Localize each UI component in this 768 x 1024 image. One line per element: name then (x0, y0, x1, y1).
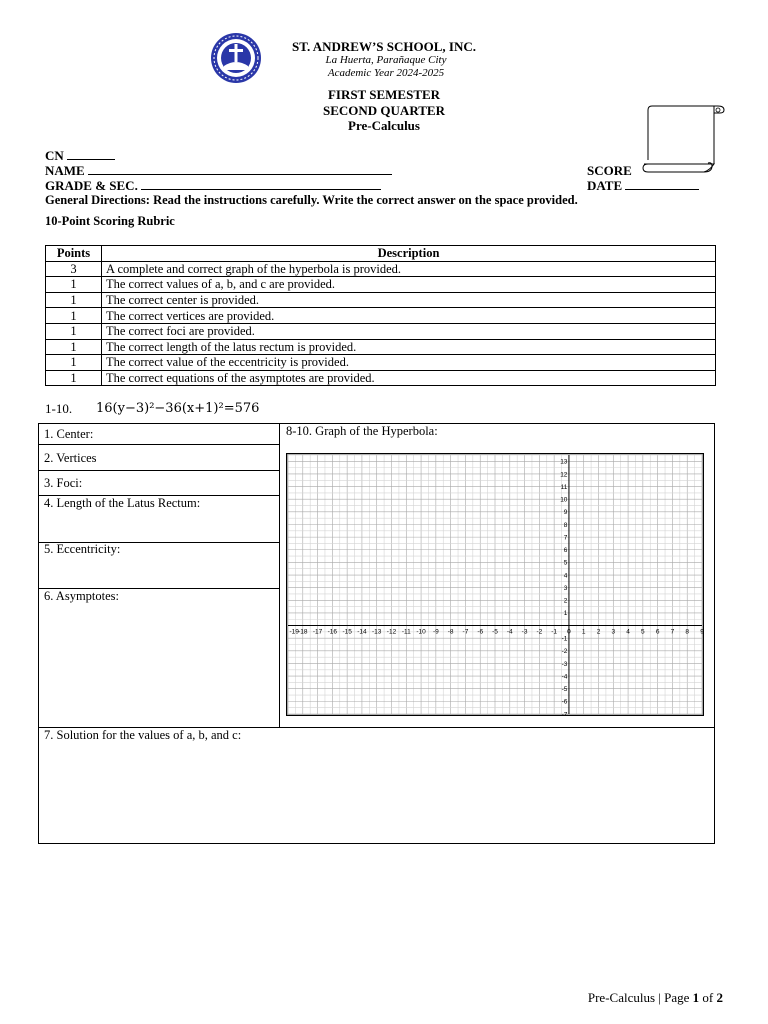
x-tick-label: -7 (462, 628, 469, 636)
cn-label: CN (45, 148, 64, 163)
rubric-row (46, 277, 716, 293)
name-blank[interactable] (88, 163, 392, 175)
academic-year: Academic Year 2024-2025 (327, 67, 445, 79)
latus-rectum-label: 4. Length of the Latus Rectum: (44, 496, 201, 510)
x-tick-label: 1 (581, 628, 586, 636)
name-line (45, 163, 392, 179)
score-line (587, 163, 632, 179)
y-tick-label: -2 (561, 648, 568, 656)
divider (38, 444, 279, 445)
y-tick-label: -3 (561, 660, 568, 668)
rubric-points: 3 (46, 261, 102, 277)
x-tick-label: -9 (432, 628, 439, 636)
y-tick-label: 5 (563, 559, 568, 567)
school-name: ST. ANDREW’S SCHOOL, INC. (292, 39, 476, 54)
rubric-points: 1 (46, 292, 102, 308)
rubric-description: The correct values of a, b, and c are provided. (102, 277, 716, 293)
rubric-points: 1 (46, 370, 102, 386)
rubric-title: 10-Point Scoring Rubric (45, 214, 175, 228)
x-tick-label: 5 (641, 628, 645, 636)
grade-sec-blank[interactable] (141, 178, 381, 190)
rubric-row (46, 292, 716, 308)
graph-label: 8-10. Graph of the Hyperbola: (286, 424, 438, 438)
x-tick-label: -11 (401, 628, 411, 636)
rubric-col-description: Description (102, 246, 716, 262)
rubric-points: 1 (46, 339, 102, 355)
x-tick-label: -19 (289, 628, 299, 636)
x-tick-label: -12 (386, 628, 397, 636)
x-tick-label: -5 (492, 628, 498, 636)
x-tick-label: 4 (626, 628, 630, 636)
x-tick-label: 2 (596, 628, 601, 636)
score-scroll-graphic (642, 100, 726, 178)
name-label: NAME (45, 163, 85, 178)
vertices-label: 2. Vertices (44, 451, 97, 465)
rubric-description: The correct vertices are provided. (102, 308, 716, 324)
rubric-points: 1 (46, 308, 102, 324)
x-tick-label: 9 (700, 628, 704, 636)
column-divider (279, 423, 280, 727)
x-tick-label: 6 (655, 628, 660, 636)
rubric-row (46, 308, 716, 324)
rubric-description: The correct value of the eccentricity is provided. (102, 355, 716, 371)
graph-grid[interactable] (286, 453, 704, 716)
rubric-row (46, 323, 716, 339)
cn-line (45, 148, 115, 164)
grade-sec-line (45, 178, 381, 194)
rubric-table (45, 245, 716, 386)
y-tick-label: 13 (560, 458, 568, 466)
y-tick-label: 10 (560, 496, 568, 504)
problem-number: 1-10. (45, 401, 73, 416)
rubric-points: 1 (46, 355, 102, 371)
x-tick-label: -3 (521, 628, 528, 636)
y-tick-label: 12 (560, 471, 568, 479)
general-directions: General Directions: Read the instructions carefully. Write the correct answer on the space provided. (45, 193, 578, 207)
y-tick-label: -6 (561, 698, 568, 706)
page-footer (588, 990, 723, 1006)
footer-subject: Pre-Calculus | Page (587, 990, 693, 1005)
x-tick-label: -14 (357, 628, 367, 636)
date-label: DATE (587, 178, 623, 193)
footer-of: of (699, 990, 717, 1005)
y-tick-label: -5 (561, 686, 568, 694)
asymptotes-label: 6. Asymptotes: (44, 589, 120, 603)
x-tick-label: 0 (567, 628, 571, 636)
rubric-description: The correct center is provided. (102, 292, 716, 308)
eccentricity-label: 5. Eccentricity: (44, 542, 121, 556)
rubric-row (46, 339, 716, 355)
x-tick-label: -17 (312, 628, 323, 636)
rubric-description: A complete and correct graph of the hyperbola is provided. (102, 261, 716, 277)
x-tick-label: -18 (298, 628, 308, 636)
y-tick-label: 4 (563, 572, 568, 580)
date-blank[interactable] (625, 178, 699, 190)
rubric-row (46, 261, 716, 277)
y-tick-label: 11 (560, 483, 568, 491)
rubric-row (46, 370, 716, 386)
rubric-row (46, 355, 716, 371)
rubric-header-row (46, 246, 716, 262)
foci-label: 3. Foci: (44, 476, 83, 490)
y-tick-label: -4 (561, 673, 568, 681)
y-tick-label: -7 (561, 711, 568, 716)
y-tick-label: 6 (563, 547, 568, 555)
problem-equation: 16(y−3)²−36(x+1)²=576 (96, 401, 260, 416)
x-tick-label: -1 (551, 628, 558, 636)
x-tick-label: -13 (372, 628, 382, 636)
x-tick-label: 8 (685, 628, 690, 636)
cn-blank[interactable] (67, 148, 115, 160)
y-tick-label: 2 (563, 597, 568, 605)
rubric-col-points: Points (46, 246, 102, 262)
y-tick-label: 7 (563, 534, 568, 542)
score-label: SCORE (587, 163, 632, 178)
divider (38, 470, 279, 471)
y-tick-label: -1 (561, 635, 568, 643)
subject-title: Pre-Calculus (348, 118, 420, 133)
rubric-points: 1 (46, 323, 102, 339)
x-tick-label: -2 (536, 628, 543, 636)
rubric-description: The correct equations of the asymptotes are provided. (102, 370, 716, 386)
x-tick-label: -4 (506, 628, 513, 636)
rubric-description: The correct foci are provided. (102, 323, 716, 339)
x-tick-label: 7 (670, 628, 675, 636)
grade-sec-label: GRADE & SEC. (45, 178, 138, 193)
x-tick-label: -10 (416, 628, 426, 636)
solution-label: 7. Solution for the values of a, b, and c: (44, 728, 242, 742)
rubric-description: The correct length of the latus rectum is provided. (102, 339, 716, 355)
semester-title: FIRST SEMESTER (327, 87, 441, 102)
y-tick-label: 9 (563, 509, 568, 517)
y-tick-label: 8 (563, 521, 568, 529)
x-tick-label: -15 (342, 628, 352, 636)
rubric-points: 1 (46, 277, 102, 293)
footer-page: 1 (692, 990, 700, 1005)
x-tick-label: -16 (327, 628, 338, 636)
x-tick-label: -8 (447, 628, 454, 636)
x-tick-label: 3 (611, 628, 616, 636)
school-address: La Huerta, Parañaque City (325, 54, 447, 66)
quarter-title: SECOND QUARTER (323, 103, 445, 118)
date-line (587, 178, 699, 194)
footer-total: 2 (716, 990, 723, 1005)
x-tick-label: -6 (477, 628, 484, 636)
center-label: 1. Center: (44, 427, 94, 441)
y-tick-label: 3 (563, 584, 568, 592)
y-tick-label: 1 (563, 610, 568, 618)
